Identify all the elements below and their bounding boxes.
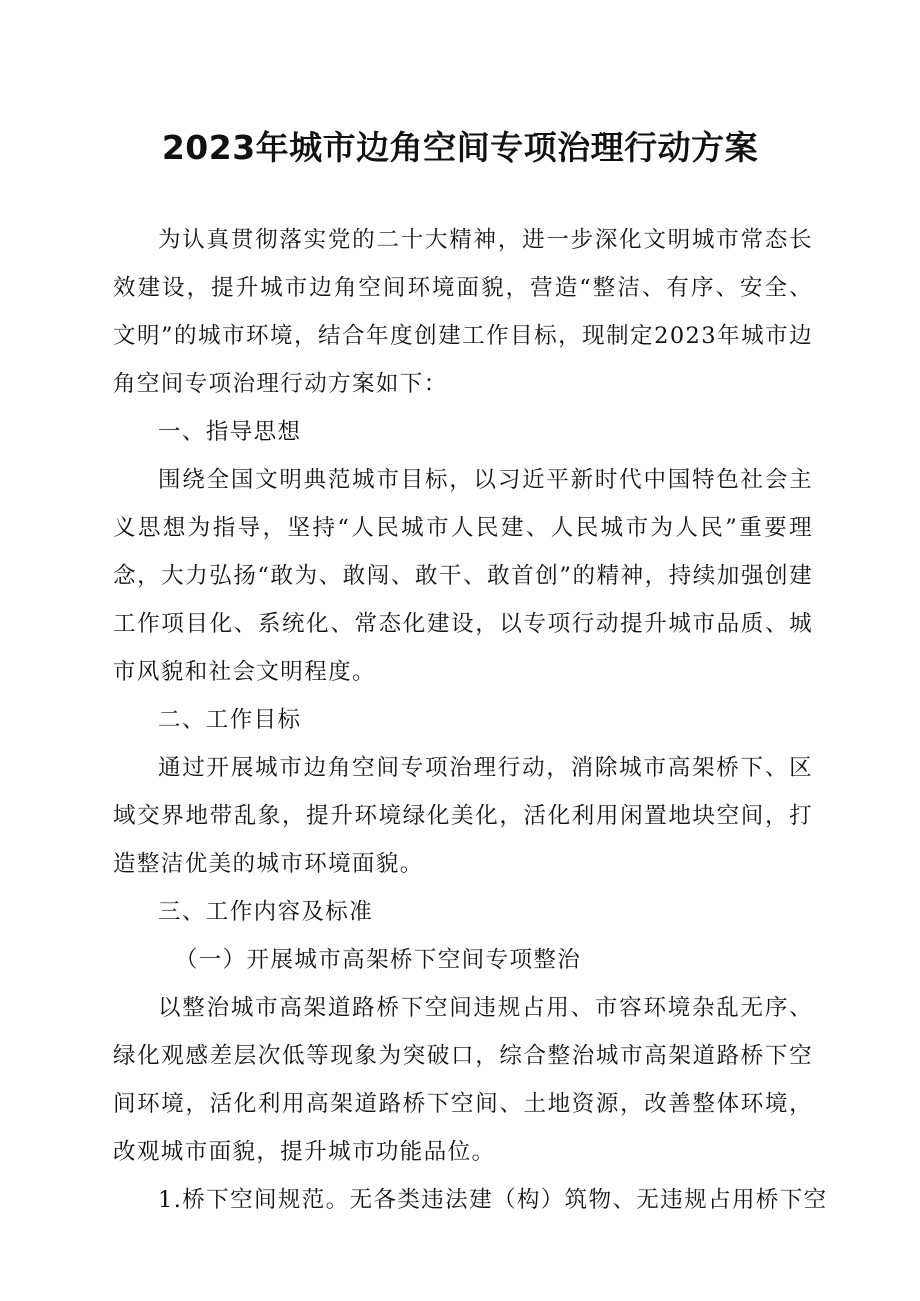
document-title: 2023年城市边角空间专项治理行动方案	[161, 128, 759, 167]
section-heading-work-content: 三、工作内容及标准	[158, 899, 374, 925]
intro-paragraph: 为认真贯彻落实党的二十大精神，进一步深化文明城市常态长效建设，提升城市边角空间环境面貌，营造“整洁、有序、安全、文明”的城市环境，结合年度创建工作目标，现制定2023年城市边角空间专项治理行动方案如下：	[113, 227, 813, 397]
bridge-space-paragraph: 以整治城市高架道路桥下空间违规占用、市容环境杂乱无序、绿化观感差层次低等现象为突破口，综合整治城市高架道路桥下空间环境，活化利用高架道路桥下空间、土地资源，改善整体环境，改观城市面貌，提升城市功能品位。	[113, 995, 813, 1165]
section-heading-guiding-ideology: 一、指导思想	[158, 419, 302, 445]
document-body	[113, 216, 828, 1224]
work-goals-paragraph: 通过开展城市边角空间专项治理行动，消除城市高架桥下、区域交界地带乱象，提升环境绿化美化，活化利用闲置地块空间，打造整洁优美的城市环境面貌。	[113, 755, 813, 877]
list-item-bridge-space-standard: 1.桥下空间规范。无各类违法建（构）筑物、无违规占用桥下空	[158, 1187, 828, 1213]
guiding-ideology-paragraph: 围绕全国文明典范城市目标，以习近平新时代中国特色社会主义思想为指导，坚持“人民城市人民建、人民城市为人民”重要理念，大力弘扬“敢为、敢闯、敢干、敢首创”的精神，持续加强创建工作项目化、系统化、常态化建设，以专项行动提升城市品质、城市风貌和社会文明程度。	[113, 467, 813, 685]
section-heading-work-goals: 二、工作目标	[158, 707, 302, 733]
subsection-heading-bridge-space: （一）开展城市高架桥下空间专项整治	[174, 947, 582, 973]
